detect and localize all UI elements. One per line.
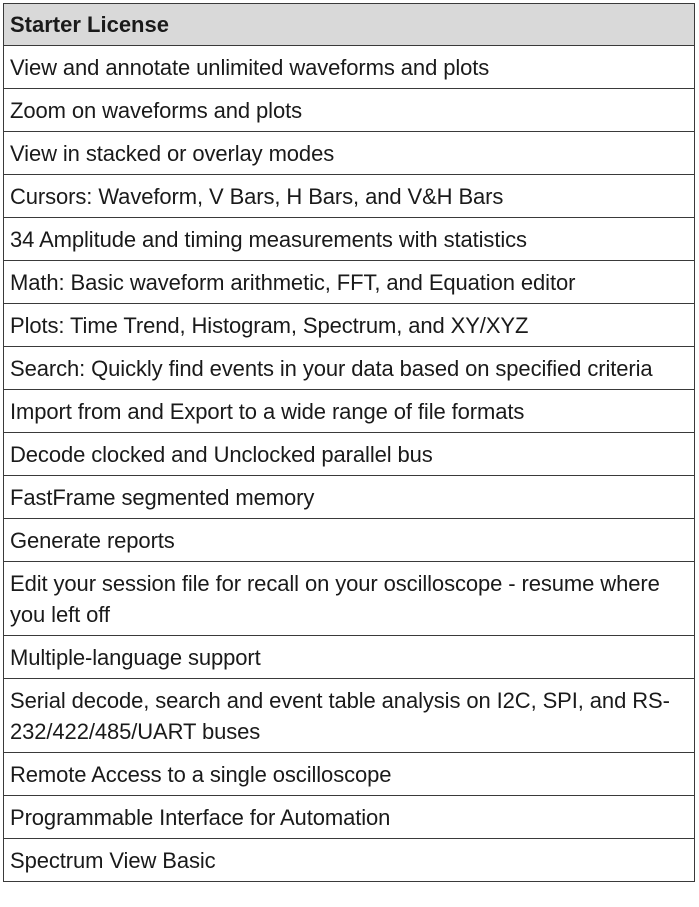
table-row — [4, 476, 695, 519]
table-row — [4, 89, 695, 132]
feature-cell: Programmable Interface for Automation — [4, 796, 695, 839]
feature-cell: Edit your session file for recall on your oscilloscope - resume where you left off — [4, 562, 695, 636]
table-row — [4, 46, 695, 89]
feature-cell: FastFrame segmented memory — [4, 476, 695, 519]
table-row — [4, 347, 695, 390]
table-row — [4, 390, 695, 433]
feature-cell: Generate reports — [4, 519, 695, 562]
feature-cell: Spectrum View Basic — [4, 839, 695, 882]
table-row — [4, 261, 695, 304]
table-row — [4, 796, 695, 839]
feature-cell: Zoom on waveforms and plots — [4, 89, 695, 132]
feature-cell: 34 Amplitude and timing measurements with statistics — [4, 218, 695, 261]
feature-cell: Decode clocked and Unclocked parallel bus — [4, 433, 695, 476]
table-row — [4, 175, 695, 218]
table-row — [4, 679, 695, 753]
feature-cell: View and annotate unlimited waveforms and plots — [4, 46, 695, 89]
table-header: Starter License — [4, 4, 695, 46]
table-row — [4, 839, 695, 882]
table-row — [4, 636, 695, 679]
feature-cell: Math: Basic waveform arithmetic, FFT, and Equation editor — [4, 261, 695, 304]
feature-cell: Multiple-language support — [4, 636, 695, 679]
starter-license-table — [3, 3, 695, 882]
table-row — [4, 218, 695, 261]
table-row — [4, 562, 695, 636]
feature-cell: Remote Access to a single oscilloscope — [4, 753, 695, 796]
table-row — [4, 304, 695, 347]
table-row — [4, 132, 695, 175]
table-row — [4, 519, 695, 562]
feature-cell: Serial decode, search and event table analysis on I2C, SPI, and RS-232/422/485/UART buses — [4, 679, 695, 753]
feature-cell: Plots: Time Trend, Histogram, Spectrum, and XY/XYZ — [4, 304, 695, 347]
table-header-row — [4, 4, 695, 46]
feature-cell: Cursors: Waveform, V Bars, H Bars, and V&H Bars — [4, 175, 695, 218]
feature-cell: Import from and Export to a wide range of file formats — [4, 390, 695, 433]
table-row — [4, 433, 695, 476]
table-row — [4, 753, 695, 796]
feature-cell: Search: Quickly find events in your data based on specified criteria — [4, 347, 695, 390]
feature-cell: View in stacked or overlay modes — [4, 132, 695, 175]
